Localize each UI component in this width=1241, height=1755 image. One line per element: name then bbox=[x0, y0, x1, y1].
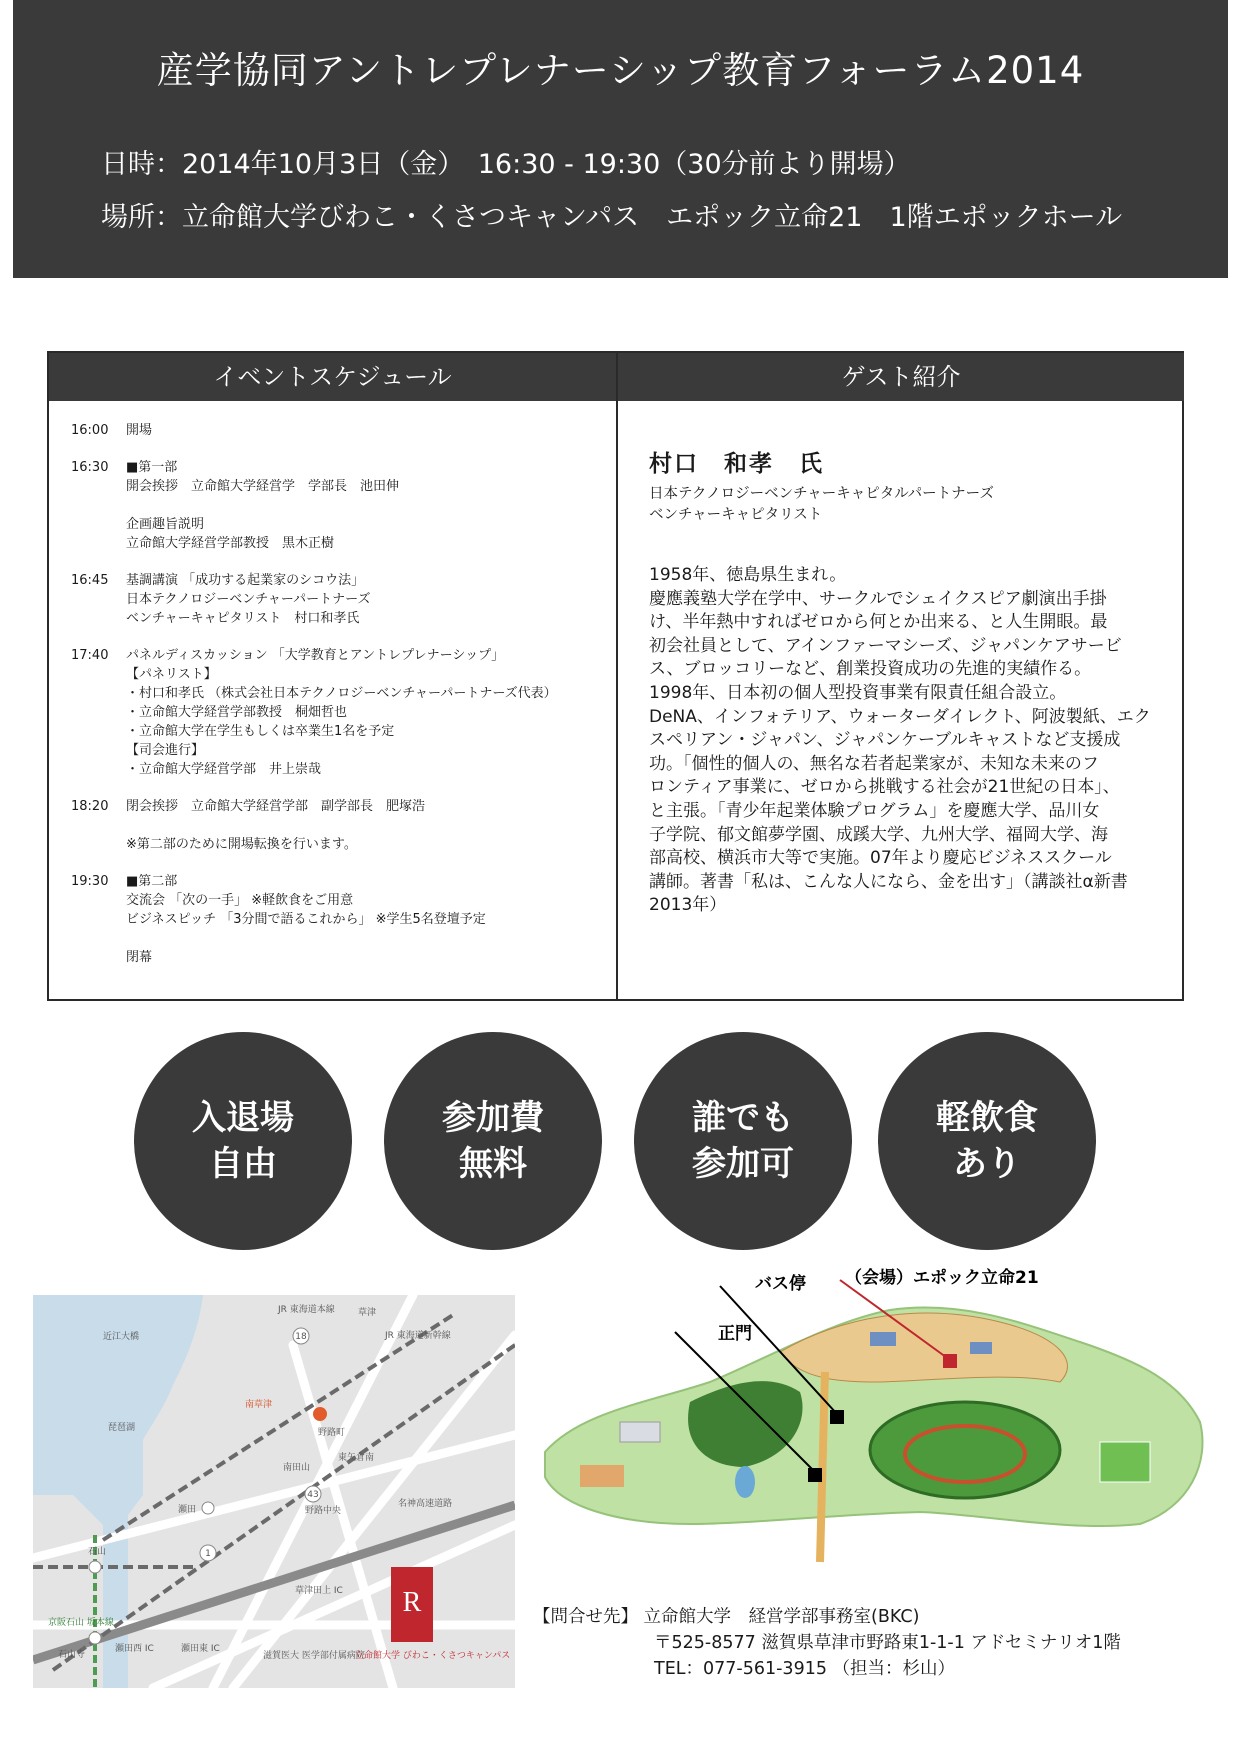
schedule-time: 19:30 bbox=[71, 874, 109, 889]
bio-line: ス、ブロッコリーなど、創業投資成功の先進的実績作る。 bbox=[649, 659, 1092, 680]
badge-refreshments bbox=[878, 1032, 1096, 1250]
schedule-line: ・村口和孝氏 （株式会社日本テクノロジーベンチャーパートナーズ代表） bbox=[126, 686, 557, 701]
schedule-line bbox=[126, 816, 425, 835]
schedule-line: 日本テクノロジーベンチャーパートナーズ bbox=[126, 592, 371, 607]
schedule-list bbox=[71, 421, 611, 985]
bio-line: 講師。著書「私は、こんな人になら、金を出す」（講談社α新書 bbox=[649, 871, 1128, 892]
guest-name: 村口 和孝 氏 bbox=[649, 451, 824, 477]
schedule-time: 16:30 bbox=[71, 460, 109, 475]
schedule-line: ・立命館大学経営学部教授 桐畑哲也 bbox=[126, 705, 348, 720]
header-banner bbox=[13, 0, 1228, 278]
event-date: 日時：2014年10月3日（金） 16:30 ‐ 19:30（30分前より開場） bbox=[101, 149, 911, 180]
pond bbox=[735, 1466, 755, 1498]
bio-line: 1958年、徳島県生まれ。 bbox=[649, 565, 847, 585]
bio-line: 2013年） bbox=[649, 895, 727, 916]
station-ishiyamadera bbox=[89, 1632, 101, 1644]
schedule-time: 16:00 bbox=[71, 423, 109, 438]
schedule-line: ■第二部 bbox=[126, 874, 178, 889]
bio-line: け、半年熱中すればゼロから何とか出来る、と人生開眼。最 bbox=[649, 612, 1108, 633]
schedule-line: ・立命館大学経営学部 井上崇哉 bbox=[126, 762, 322, 777]
schedule-line: パネルディスカッション 「大学教育とアントレプレナーシップ」 bbox=[126, 648, 505, 663]
gate-label: 正門 bbox=[718, 1324, 752, 1344]
gate-marker bbox=[808, 1468, 822, 1482]
station-seta bbox=[202, 1502, 214, 1514]
label-shiga-med: 滋賀医大 医学部付属病院 bbox=[263, 1651, 365, 1661]
label-jr-tokaido: JR 東海道本線 bbox=[278, 1305, 335, 1315]
bio-line: 1998年、日本初の個人型投資事業有限責任組合設立。 bbox=[649, 682, 1067, 703]
schedule-entry bbox=[71, 571, 611, 628]
schedule-line: ビジネスピッチ 「3分間で語るこれから」 ※学生5名登壇予定 bbox=[126, 912, 486, 927]
label-meishin: 名神高速道路 bbox=[398, 1499, 453, 1509]
contact-address: 〒525-8577 滋賀県草津市野路東1-1-1 アドセミナリオ1階 bbox=[654, 1633, 1121, 1653]
schedule-line: ベンチャーキャピタリスト 村口和孝氏 bbox=[126, 611, 360, 626]
venue-label: （会場）エポック立命21 bbox=[845, 1268, 1039, 1288]
schedule-time: 18:20 bbox=[71, 799, 109, 814]
route-18-label: 18 bbox=[295, 1332, 307, 1342]
label-ishiyamadera: 石山寺 bbox=[58, 1650, 86, 1660]
page-title: 産学協同アントレプレナーシップ教育フォーラム2014 bbox=[156, 49, 1085, 92]
station-minamikusatsu bbox=[313, 1407, 327, 1421]
schedule-heading: イベントスケジュール bbox=[49, 353, 616, 401]
schedule-line: 開場 bbox=[126, 423, 153, 438]
badge-line: あり bbox=[953, 1144, 1021, 1184]
area-map bbox=[33, 1295, 515, 1688]
schedule-entry bbox=[71, 458, 611, 553]
bio-line: ロンティア事業に、ゼロから挑戦する社会が21世紀の日本」、 bbox=[649, 777, 1120, 798]
badge-line: 入退場 bbox=[192, 1098, 294, 1138]
contact-phone: TEL：077-561-3915 （担当：杉山） bbox=[654, 1659, 956, 1679]
schedule-entry bbox=[71, 646, 611, 779]
guest-affiliation bbox=[649, 484, 1159, 526]
badge-free-fee bbox=[384, 1032, 602, 1250]
schedule-line: 【パネリスト】 bbox=[126, 667, 217, 682]
label-jr-shinkansen: JR 東海道新幹線 bbox=[385, 1331, 451, 1341]
event-place: 場所：立命館大学びわこ・くさつキャンパス エポック立命21 1階エポックホール bbox=[101, 202, 1123, 233]
schedule-line: 企画趣旨説明 bbox=[126, 517, 205, 532]
schedule-entry bbox=[71, 421, 611, 440]
label-keihan: 京阪石山 坂本線 bbox=[48, 1618, 114, 1628]
building-gray bbox=[620, 1422, 660, 1442]
badge-line: 自由 bbox=[209, 1144, 277, 1184]
label-minami-tayama: 南田山 bbox=[283, 1463, 311, 1473]
schedule-line: 閉会挨拶 立命館大学経営学部 副学部長 肥塚浩 bbox=[126, 799, 426, 814]
guest-affiliation-line: 日本テクノロジーベンチャーキャピタルパートナーズ bbox=[649, 486, 994, 502]
label-nojicho: 野路町 bbox=[318, 1428, 346, 1438]
label-minamikusatsu: 南草津 bbox=[245, 1400, 273, 1410]
sports-field bbox=[580, 1465, 624, 1487]
schedule-line: ・立命館大学在学生もしくは卒業生1名を予定 bbox=[126, 724, 395, 739]
bus-stop-label: バス停 bbox=[755, 1274, 806, 1294]
schedule-line: ■第一部 bbox=[126, 460, 178, 475]
rits-logo: R bbox=[402, 1587, 422, 1618]
schedule-line: 基調講演 「成功する起業家のシコウ法」 bbox=[126, 573, 365, 588]
label-noji-naka: 野路中央 bbox=[305, 1506, 342, 1516]
route-1-label: 1 bbox=[205, 1549, 211, 1559]
campus-map bbox=[540, 1262, 1220, 1592]
bus-stop-marker bbox=[830, 1410, 844, 1424]
label-rits-bkc: 立命館大学 びわこ・くさつキャンパス bbox=[355, 1651, 511, 1661]
guest-profile bbox=[649, 445, 1159, 918]
guest-bio bbox=[649, 564, 1159, 918]
schedule-entry bbox=[71, 797, 611, 854]
bio-line: 慶應義塾大学在学中、サークルでシェイクスピア劇演出手掛 bbox=[649, 588, 1107, 609]
schedule-line: 【司会進行】 bbox=[126, 743, 205, 758]
bio-line: スペリアン・ジャパン、ジャパンケーブルキャストなど支援成 bbox=[649, 730, 1121, 751]
bio-line: 初会社員として、アインファーマシーズ、ジャパンケアサービ bbox=[649, 635, 1122, 656]
badge-line: 軽飲食 bbox=[936, 1098, 1038, 1138]
label-seta-higashi: 瀬田東 IC bbox=[181, 1644, 220, 1654]
route-43-label: 43 bbox=[307, 1490, 319, 1500]
badge-line: 参加費 bbox=[442, 1098, 544, 1138]
guest-heading: ゲスト紹介 bbox=[618, 353, 1184, 401]
contact-line: 【問合せ先】 立命館大学 経営学部事務室(BKC) bbox=[533, 1607, 920, 1627]
schedule-line bbox=[126, 929, 486, 948]
bio-line: DeNA、インフォテリア、ウォーターダイレクト、阿波製紙、エク bbox=[649, 706, 1151, 727]
schedule-line: ※第二部のために開場転換を行います。 bbox=[126, 837, 357, 852]
schedule-time: 16:45 bbox=[71, 573, 109, 588]
label-omi-bridge: 近江大橋 bbox=[103, 1332, 140, 1342]
schedule-line: 立命館大学経営学部教授 黒木正樹 bbox=[126, 536, 335, 551]
panel-divider bbox=[616, 353, 618, 999]
schedule-line bbox=[126, 496, 399, 515]
schedule-line: 開会挨拶 立命館大学経営学 学部長 池田伸 bbox=[126, 479, 400, 494]
label-seta: 瀬田 bbox=[178, 1505, 197, 1515]
bio-line: 子学院、郁文館夢学園、成蹊大学、九州大学、福岡大学、海 bbox=[649, 824, 1108, 845]
info-panel bbox=[47, 351, 1184, 1001]
schedule-time: 17:40 bbox=[71, 648, 109, 663]
guest-affiliation-line: ベンチャーキャピタリスト bbox=[649, 507, 823, 523]
bio-line: と主張。「青少年起業体験プログラム」を慶應大学、品川女 bbox=[649, 800, 1100, 821]
badge-line: 誰でも bbox=[692, 1098, 794, 1138]
label-biwako: 琵琶湖 bbox=[108, 1423, 136, 1433]
badge-line: 参加可 bbox=[692, 1144, 794, 1184]
badge-anyone bbox=[634, 1032, 852, 1250]
schedule-entry bbox=[71, 872, 611, 967]
badge-free-entry bbox=[134, 1032, 352, 1250]
label-higashiyagura: 東矢倉南 bbox=[338, 1453, 375, 1463]
road bbox=[293, 1345, 393, 1688]
bio-line: 部高校、横浜市大等で実施。07年より慶応ビジネススクール bbox=[649, 848, 1112, 869]
badge-line: 無料 bbox=[459, 1144, 527, 1184]
label-seta-nishi: 瀬田西 IC bbox=[115, 1644, 154, 1654]
schedule-line: 閉幕 bbox=[126, 950, 153, 965]
contact-info bbox=[533, 1604, 1121, 1682]
station-ishiyama bbox=[89, 1561, 101, 1573]
label-ishiyama: 石山 bbox=[88, 1547, 107, 1557]
building-blue bbox=[870, 1332, 896, 1346]
schedule-line: 交流会 「次の一手」 ※軽飲食をご用意 bbox=[126, 893, 354, 908]
building-blue bbox=[970, 1342, 992, 1354]
label-kusatsu: 草津 bbox=[358, 1308, 377, 1318]
sports-field bbox=[1100, 1442, 1150, 1482]
label-kusatsu-tagami: 草津田上 IC bbox=[295, 1586, 343, 1596]
bio-line: 功。「個性的個人の、無名な若者起業家が、未知な未来のフ bbox=[649, 753, 1099, 774]
